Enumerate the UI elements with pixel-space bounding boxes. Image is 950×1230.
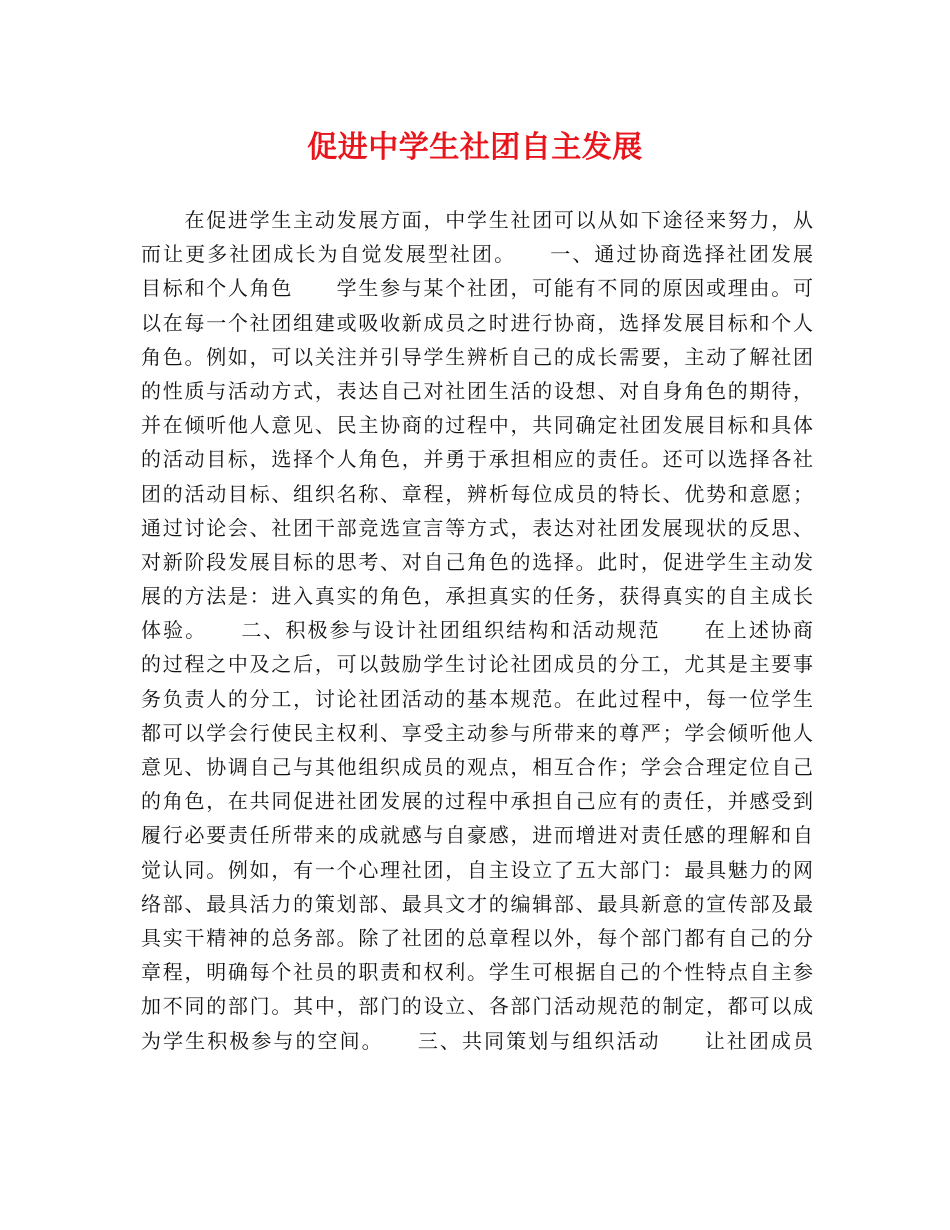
- body-line: 在促进学生主动发展方面，中学生社团可以从如下途径来努力，从: [141, 208, 813, 232]
- body-line: 为学生积极参与的空间。 三、共同策划与组织活动 让社团成员: [141, 1028, 813, 1053]
- body-line: 并在倾听他人意见、民主协商的过程中，共同确定社团发展目标和具体: [141, 413, 813, 438]
- body-line: 意见、协调自己与其他组织成员的观点，相互合作；学会合理定位自己: [141, 755, 813, 779]
- body-line: 加不同的部门。其中，部门的设立、各部门活动规范的制定，都可以成: [141, 994, 813, 1019]
- body-line: 以在每一个社团组建或吸收新成员之时进行协商，选择发展目标和个人: [141, 310, 813, 335]
- body-line: 的角色，在共同促进社团发展的过程中承担自己应有的责任，并感受到: [141, 789, 813, 814]
- body-line: 务负责人的分工，讨论社团活动的基本规范。在此过程中，每一位学生: [141, 686, 813, 711]
- body-line: 通过讨论会、社团干部竞选宣言等方式，表达对社团发展现状的反思、: [141, 515, 813, 540]
- body-line: 的过程之中及之后，可以鼓励学生讨论社团成员的分工，尤其是主要事: [141, 652, 813, 677]
- body-line: 而让更多社团成长为自觉发展型社团。 一、通过协商选择社团发展: [141, 242, 813, 267]
- body-line: 觉认同。例如，有一个心理社团，自主设立了五大部门：最具魅力的网: [141, 857, 813, 882]
- body-line: 展的方法是：进入真实的角色，承担真实的任务，获得真实的自主成长: [141, 584, 813, 609]
- body-line: 履行必要责任所带来的成就感与自豪感，进而增进对责任感的理解和自: [141, 823, 813, 848]
- body-line: 团的活动目标、组织名称、章程，辨析每位成员的特长、优势和意愿；: [141, 481, 813, 506]
- body-line: 角色。例如，可以关注并引导学生辨析自己的成长需要，主动了解社团: [141, 344, 813, 369]
- body-line: 都可以学会行使民主权利、享受主动参与所带来的尊严；学会倾听他人: [141, 720, 813, 745]
- body-line: 体验。 二、积极参与设计社团组织结构和活动规范 在上述协商: [141, 618, 813, 643]
- body-line: 的性质与活动方式，表达自己对社团生活的设想、对自身角色的期待，: [141, 378, 813, 403]
- body-line: 目标和个人角色 学生参与某个社团，可能有不同的原因或理由。可: [141, 276, 813, 301]
- document-title: 促进中学生社团自主发展: [307, 130, 643, 165]
- body-line: 章程，明确每个社员的职责和权利。学生可根据自己的个性特点自主参: [141, 960, 813, 985]
- body-line: 具实干精神的总务部。除了社团的总章程以外，每个部门都有自己的分: [141, 925, 813, 950]
- body-line: 络部、最具活力的策划部、最具文才的编辑部、最具新意的宣传部及最: [141, 891, 813, 916]
- body-line: 的活动目标，选择个人角色，并勇于承担相应的责任。还可以选择各社: [141, 447, 813, 472]
- document-body: [141, 203, 813, 1058]
- body-line: 对新阶段发展目标的思考、对自己角色的选择。此时，促进学生主动发: [141, 549, 813, 574]
